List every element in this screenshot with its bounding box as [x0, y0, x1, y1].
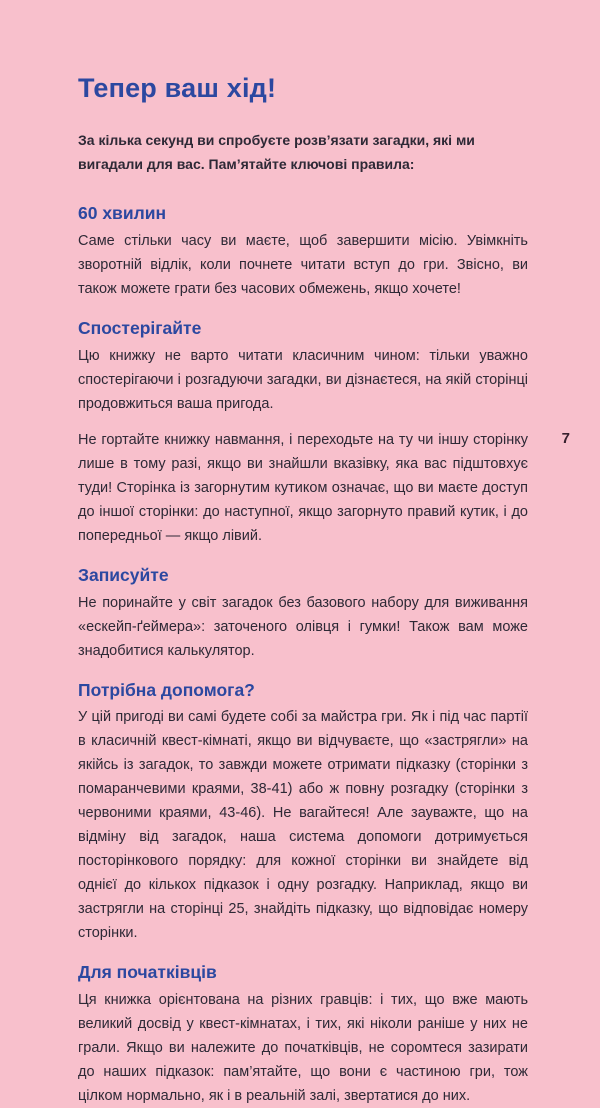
intro-text: За кілька секунд ви спробуєте розв’язати загадки, які ми вигадали для вас. Пам’ятайте ключові правила:: [78, 132, 475, 173]
section-heading: Для початківців: [78, 962, 217, 983]
section-paragraph: Не гортайте книжку навмання, і переходьте на ту чи іншу сторінку лише в тому разі, якщо ви знайшли вказівку, яка вас підштовхує туди! Сторінка із загорнутим кутиком означає, що ви маєте доступ до іншої сторінки: до наступної, якщо загорнуто правий кутик, і до попередньої — якщо лівий.: [78, 431, 528, 544]
section-for-beginners: [78, 961, 528, 1108]
section-paragraph: У цій пригоді ви самі будете собі за майстра гри. Як і під час партії в класичній квест-кімнаті, якщо ви відчуваєте, що «застрягли» на якійсь із загадок, то завжди можете отримати підказку (сторінки з помаранчевими краями, 38-41) або ж повну розгадку (сторінки з червоними краями, 43-46). Не вагайтеся! Але зауважте, що на відміну від загадок, наша система допомоги дотримується посторінкового порядку: для кожної сторінки ви знайдете від однієї до кількох підказок і одну розгадку. Наприклад, якщо ви застрягли на сторінці 25, знайдіть підказку, що відповідає номеру сторінки.: [78, 709, 528, 942]
section-heading: 60 хвилин: [78, 203, 167, 224]
page-title: Тепер ваш хід!: [78, 73, 277, 103]
section-write-down: [78, 564, 528, 663]
section-paragraph: Ця книжка орієнтована на різних гравців: і тих, що вже мають великий досвід у квест-кімнатах, і тих, які ніколи раніше у них не грали. Якщо ви належите до початківців, не соромтеся зазирати до наших підказок: пам’ятайте, що вони є частиною гри, тож цілком нормально, як і в реальній залі, звертатися до них.: [78, 992, 528, 1105]
section-60-minutes: [78, 202, 528, 301]
section-heading: Спостерігайте: [78, 318, 202, 339]
section-paragraph: Саме стільки часу ви маєте, щоб завершити місію. Увімкніть зворотній відлік, коли почнете читати вступ до гри. Звісно, ви також можете грати без часових обмежень, якщо хочете!: [78, 233, 528, 298]
section-observe: [78, 317, 528, 548]
section-need-help: [78, 679, 528, 946]
section-paragraph: Цю книжку не варто читати класичним чином: тільки уважно спостерігаючи і розгадуючи загадки, ви дізнаєтеся, на якій сторінці продовжиться ваша пригода.: [78, 347, 528, 412]
section-paragraph: Не поринайте у світ загадок без базового набору для виживання «ескейп-ґеймера»: заточеного олівця і гумки! Також вам може знадобитися калькулятор.: [78, 594, 528, 659]
page-number: 7: [561, 430, 570, 447]
section-heading: Потрібна допомога?: [78, 679, 255, 700]
section-heading: Записуйте: [78, 564, 169, 585]
